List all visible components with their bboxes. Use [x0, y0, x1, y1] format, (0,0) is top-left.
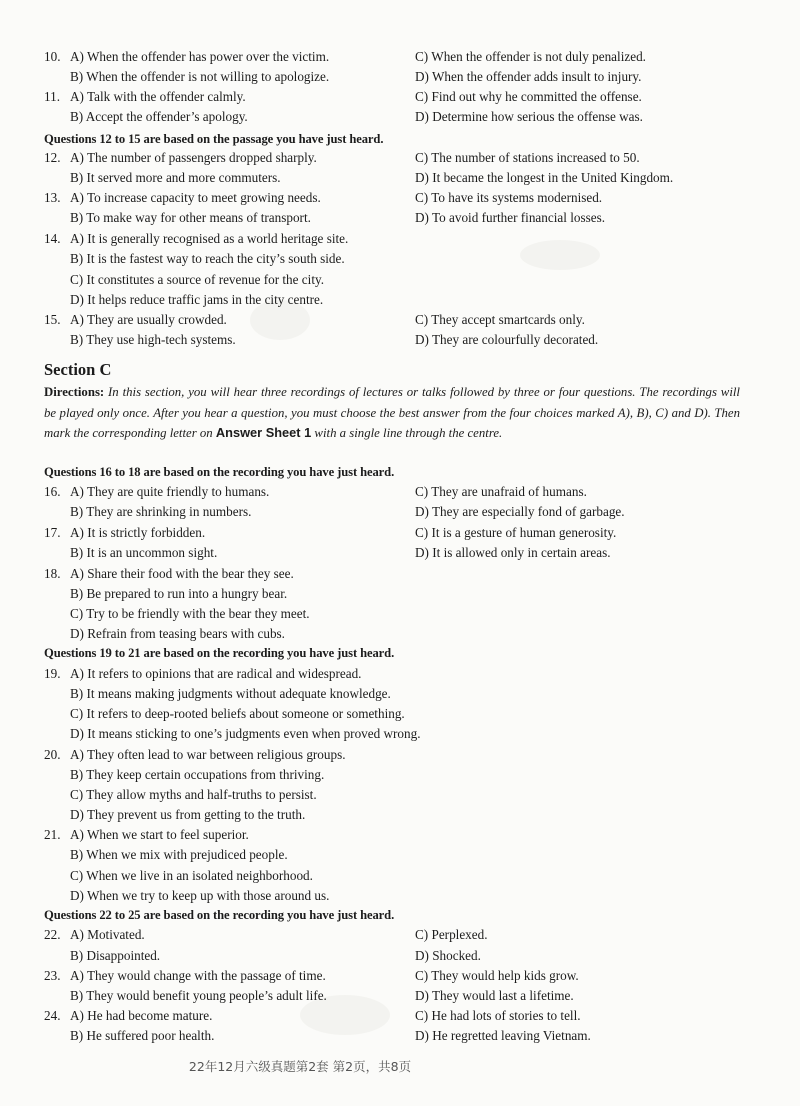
question-number: 24.: [44, 1008, 61, 1023]
answer-row: [0, 502, 800, 522]
answer-row: [0, 925, 800, 945]
answer-row: [0, 330, 800, 350]
option-right: D) It became the longest in the United Kingdom.: [415, 170, 674, 185]
question-number: 17.: [44, 525, 61, 540]
option-left: B) Accept the offender’s apology.: [70, 109, 248, 124]
option-left: A) They are usually crowded.: [70, 312, 227, 327]
option-left: B) They use high-tech systems.: [70, 332, 236, 347]
answer-row: [0, 564, 800, 584]
answer-row: [0, 785, 800, 805]
answer-row: [0, 825, 800, 845]
directions-label: Directions:: [44, 385, 105, 399]
option-right: D) They are especially fond of garbage.: [415, 504, 625, 519]
answer-row: [0, 946, 800, 966]
option-left: C) It constitutes a source of revenue for the city.: [70, 272, 325, 287]
option-right: C) They are unafraid of humans.: [415, 484, 587, 499]
answer-row: [0, 624, 800, 644]
option-left: B) When we mix with prejudiced people.: [70, 847, 288, 862]
option-left: D) It means sticking to one’s judgments even when proved wrong.: [70, 726, 421, 741]
option-left: A) They would change with the passage of time.: [70, 968, 326, 983]
answer-row: [0, 310, 800, 330]
answer-row: [0, 1026, 800, 1046]
answer-row: [0, 664, 800, 684]
option-left: B) Be prepared to run into a hungry bear.: [70, 586, 288, 601]
option-left: A) When the offender has power over the victim.: [70, 49, 330, 64]
option-right: D) He regretted leaving Vietnam.: [415, 1028, 591, 1043]
option-right: C) They would help kids grow.: [415, 968, 579, 983]
answer-row: [0, 866, 800, 886]
answer-row: [0, 107, 800, 127]
answer-row: [0, 584, 800, 604]
answer-row: [0, 1006, 800, 1026]
option-right: D) They would last a lifetime.: [415, 988, 574, 1003]
option-right: C) They accept smartcards only.: [415, 312, 585, 327]
answer-row: [0, 188, 800, 208]
question-number: 10.: [44, 49, 61, 64]
option-right: C) When the offender is not duly penalized.: [415, 49, 646, 64]
option-left: A) When we start to feel superior.: [70, 827, 249, 842]
answer-row: [0, 886, 800, 906]
option-left: A) It refers to opinions that are radical and widespread.: [70, 666, 362, 681]
question-number: 11.: [44, 89, 60, 104]
option-left: A) They are quite friendly to humans.: [70, 484, 270, 499]
option-left: A) The number of passengers dropped sharply.: [70, 150, 317, 165]
question-number: 16.: [44, 484, 61, 499]
option-right: D) They are colourfully decorated.: [415, 332, 599, 347]
option-right: D) Determine how serious the offense was.: [415, 109, 643, 124]
option-left: B) It is the fastest way to reach the city’s south side.: [70, 251, 345, 266]
question-number: 19.: [44, 666, 61, 681]
option-left: B) It means making judgments without adequate knowledge.: [70, 686, 391, 701]
directions-text-end: with a single line through the centre.: [311, 426, 503, 441]
option-right: C) It is a gesture of human generosity.: [415, 525, 617, 540]
answer-row: [0, 986, 800, 1006]
option-right: C) He had lots of stories to tell.: [415, 1008, 581, 1023]
question-number: 18.: [44, 566, 61, 581]
question-number: 13.: [44, 190, 61, 205]
option-left: B) They would benefit young people’s adult life.: [70, 988, 327, 1003]
answer-row: [0, 87, 800, 107]
question-number: 20.: [44, 747, 61, 762]
answer-row: [0, 684, 800, 704]
option-left: B) When the offender is not willing to apologize.: [70, 69, 330, 84]
page-footer: 22年12月六级真题第2套 第2页，共8页: [188, 1059, 412, 1074]
answer-row: [0, 47, 800, 67]
option-right: C) The number of stations increased to 50.: [415, 150, 640, 165]
answer-row: [0, 208, 800, 228]
answer-row: [0, 604, 800, 624]
answer-row: [0, 845, 800, 865]
answer-row: [0, 148, 800, 168]
question-group-header: Questions 19 to 21 are based on the recording you have just heard.: [44, 646, 395, 660]
option-left: D) Refrain from teasing bears with cubs.: [70, 626, 285, 641]
directions: [44, 382, 740, 444]
option-right: C) Perplexed.: [415, 927, 488, 942]
option-left: A) It is strictly forbidden.: [70, 525, 206, 540]
option-right: D) When the offender adds insult to injury.: [415, 69, 642, 84]
option-right: D) It is allowed only in certain areas.: [415, 545, 611, 560]
option-left: B) They are shrinking in numbers.: [70, 504, 252, 519]
option-left: C) When we live in an isolated neighborhood.: [70, 868, 313, 883]
option-left: B) It served more and more commuters.: [70, 170, 281, 185]
option-left: A) He had become mature.: [70, 1008, 213, 1023]
option-left: B) Disappointed.: [70, 948, 161, 963]
option-left: C) They allow myths and half-truths to persist.: [70, 787, 317, 802]
answer-row: [0, 543, 800, 563]
option-left: C) It refers to deep-rooted beliefs about someone or something.: [70, 706, 405, 721]
question-number: 15.: [44, 312, 61, 327]
section-title: Section C: [44, 360, 112, 379]
option-left: D) It helps reduce traffic jams in the city centre.: [70, 292, 324, 307]
answer-row: [0, 229, 800, 249]
question-number: 14.: [44, 231, 61, 246]
answer-row: [0, 249, 800, 269]
answer-row: [0, 523, 800, 543]
answer-row: [0, 482, 800, 502]
question-number: 21.: [44, 827, 61, 842]
answer-row: [0, 270, 800, 290]
option-left: A) It is generally recognised as a world heritage site.: [70, 231, 349, 246]
answer-row: [0, 290, 800, 310]
question-group-header: Questions 12 to 15 are based on the passage you have just heard.: [44, 132, 384, 146]
directions-text: In this section, you will hear three recordings of lectures or talks followed by three or four questions. The recordings will be played only once. After you hear a question, you must choose the best answer from the four choices marked A), B), C) and D). Then mark the corresponding letter on: [44, 385, 740, 441]
option-left: D) They prevent us from getting to the truth.: [70, 807, 306, 822]
option-left: A) To increase capacity to meet growing needs.: [70, 190, 321, 205]
question-number: 12.: [44, 150, 61, 165]
answer-row: [0, 724, 800, 744]
answer-row: [0, 765, 800, 785]
option-right: D) Shocked.: [415, 948, 481, 963]
option-left: A) Talk with the offender calmly.: [70, 89, 246, 104]
answer-sheet-label: Answer Sheet 1: [215, 425, 312, 441]
option-left: B) To make way for other means of transport.: [70, 210, 311, 225]
option-left: B) It is an uncommon sight.: [70, 545, 218, 560]
option-left: A) They often lead to war between religious groups.: [70, 747, 346, 762]
option-left: A) Share their food with the bear they see.: [70, 566, 294, 581]
answer-row: [0, 67, 800, 87]
option-right: C) Find out why he committed the offense.: [415, 89, 642, 104]
question-group-header: Questions 22 to 25 are based on the recording you have just heard.: [44, 908, 395, 922]
answer-row: [0, 745, 800, 765]
answer-row: [0, 704, 800, 724]
option-left: A) Motivated.: [70, 927, 145, 942]
option-right: C) To have its systems modernised.: [415, 190, 603, 205]
question-number: 23.: [44, 968, 61, 983]
option-left: B) They keep certain occupations from thriving.: [70, 767, 325, 782]
question-number: 22.: [44, 927, 61, 942]
answer-row: [0, 805, 800, 825]
option-left: C) Try to be friendly with the bear they meet.: [70, 606, 310, 621]
answer-row: [0, 966, 800, 986]
question-group-header: Questions 16 to 18 are based on the recording you have just heard.: [44, 465, 395, 479]
option-left: D) When we try to keep up with those around us.: [70, 888, 330, 903]
answer-row: [0, 168, 800, 188]
option-right: D) To avoid further financial losses.: [415, 210, 606, 225]
option-left: B) He suffered poor health.: [70, 1028, 215, 1043]
